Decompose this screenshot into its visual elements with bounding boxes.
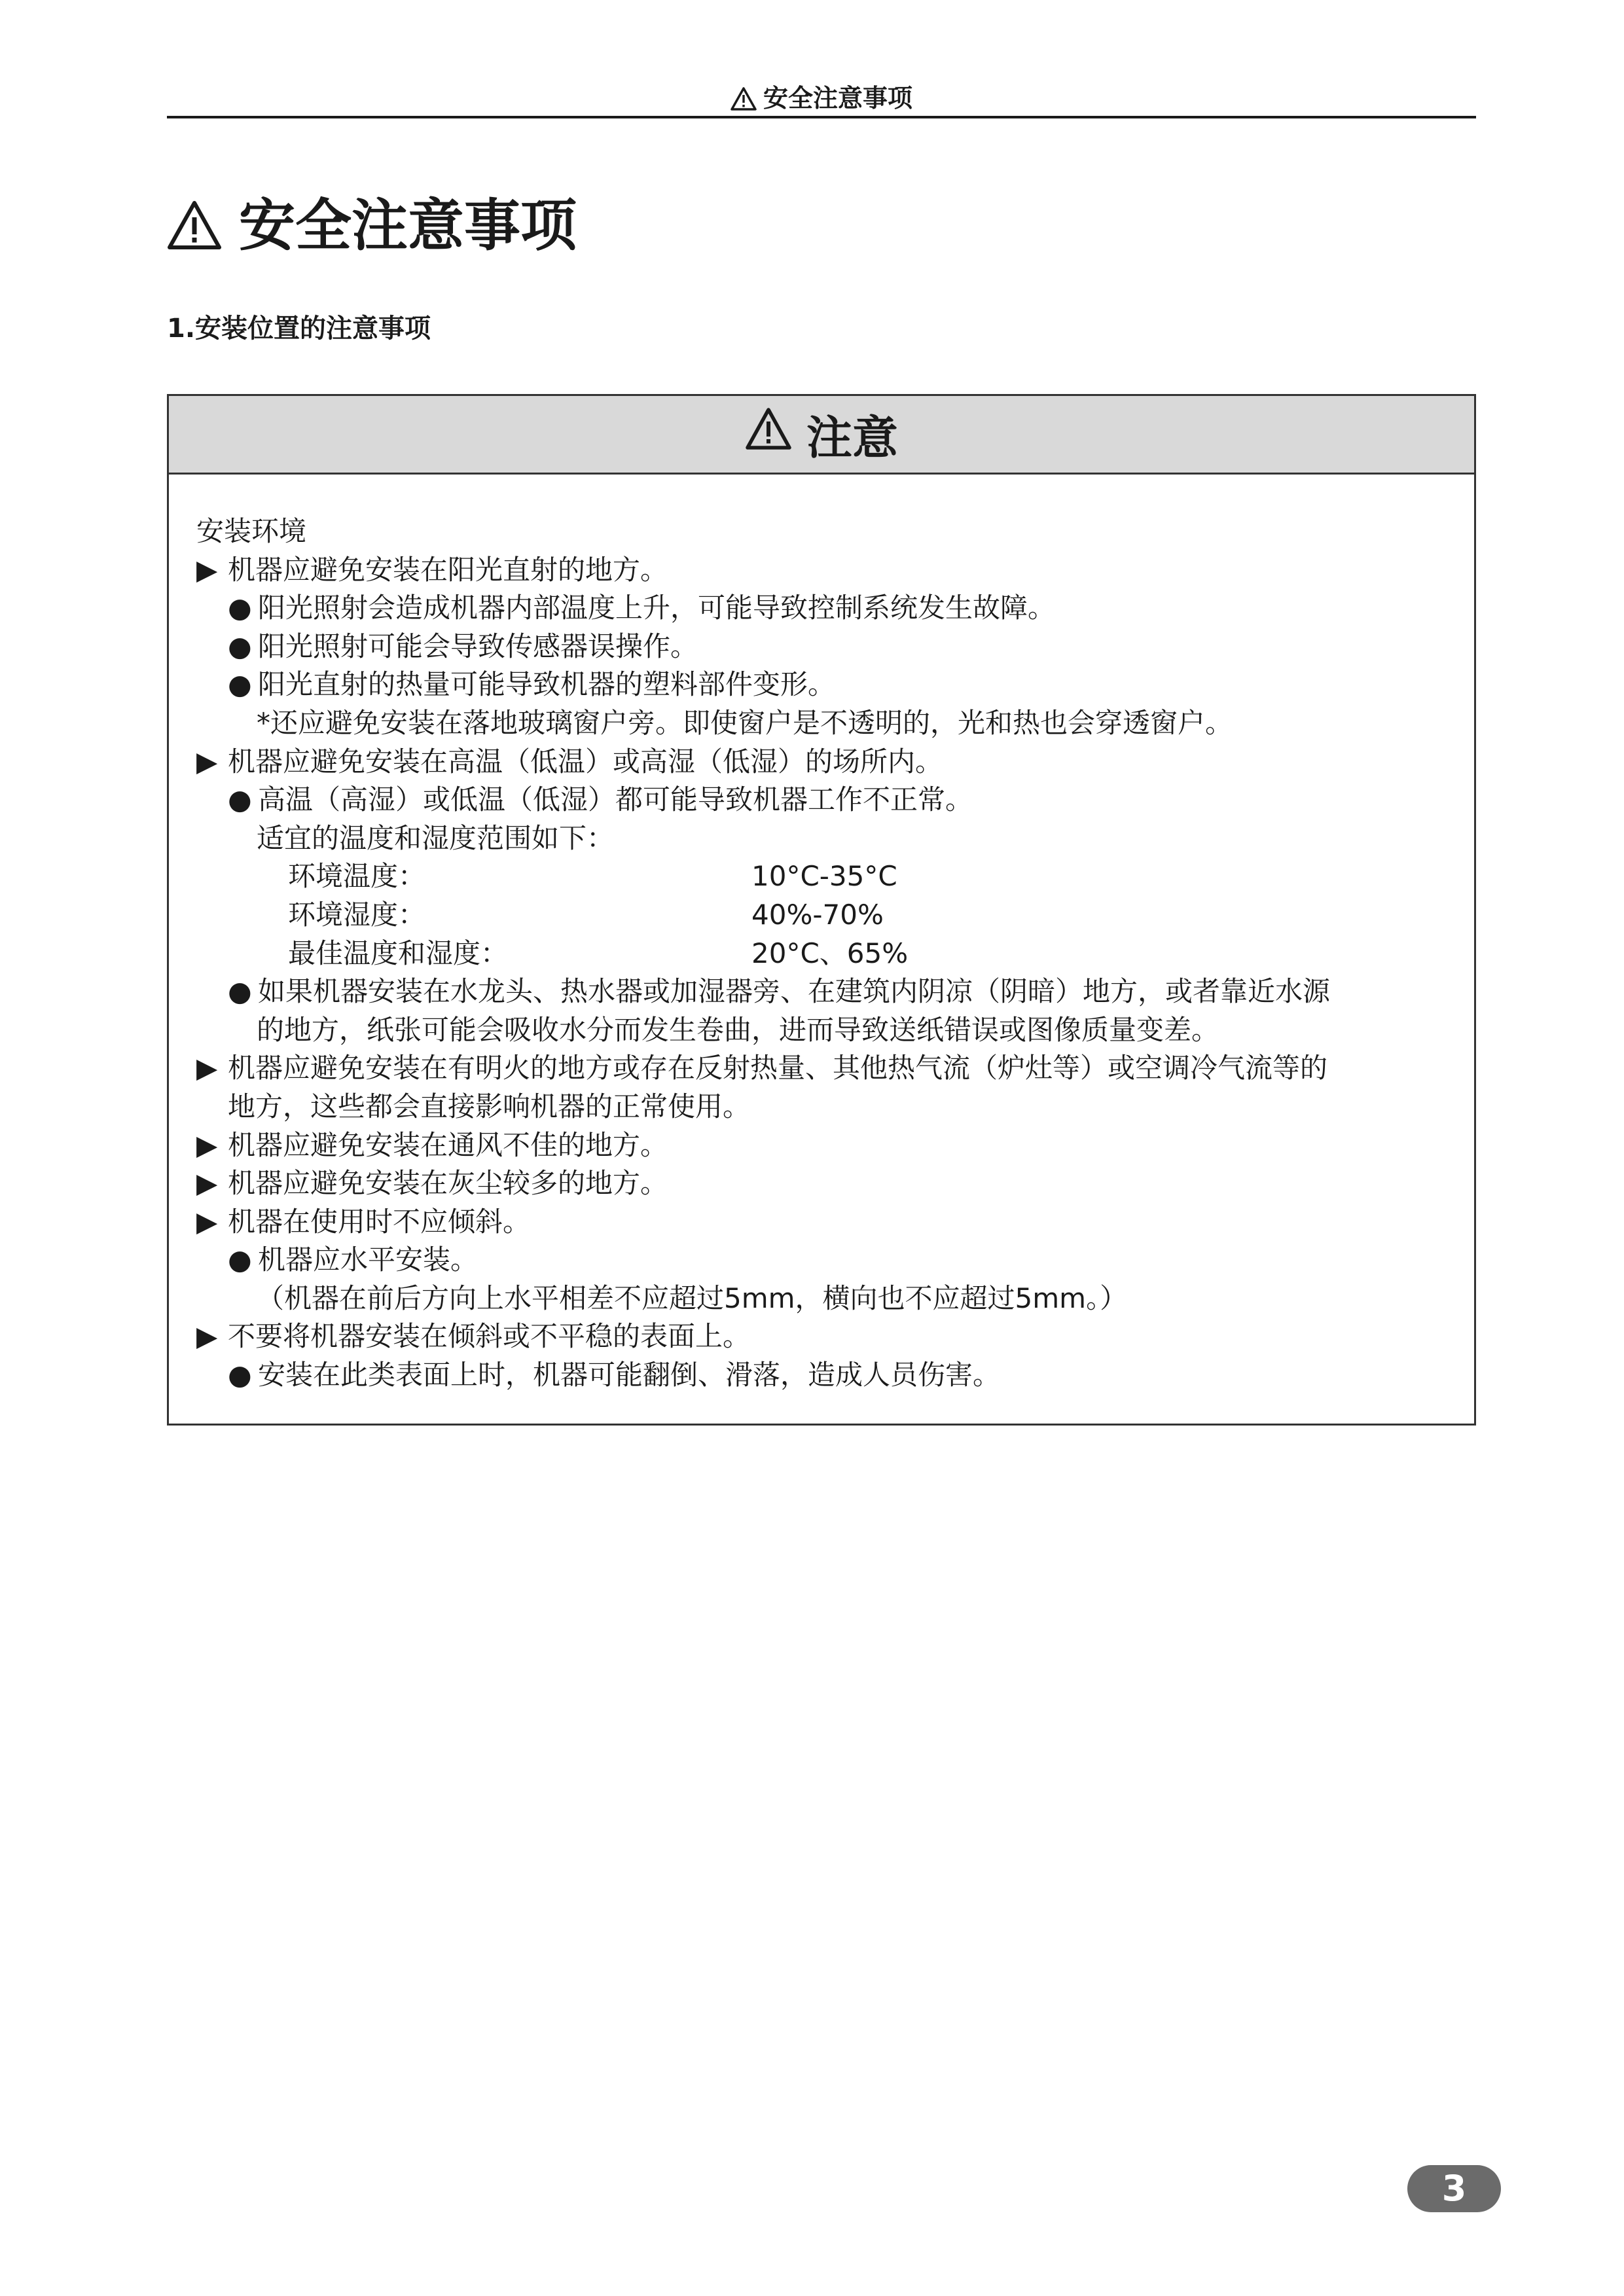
triangle-bullet-icon: ▶ — [196, 745, 218, 778]
triangle-bullet-icon: ▶ — [196, 1052, 218, 1085]
triangle-bullet-icon: ▶ — [196, 553, 218, 586]
warning-icon — [167, 195, 222, 267]
list-item: ● 安装在此类表面上时，机器可能翻倒、滑落，造成人员伤害。 — [196, 1356, 1454, 1395]
list-item: ▶ 机器应避免安装在灰尘较多的地方。 — [196, 1164, 1454, 1203]
list-item: ● 高温（高湿）或低温（低湿）都可能导致机器工作不正常。 — [196, 781, 1454, 819]
running-header-title: 安全注意事项 — [763, 84, 912, 113]
triangle-bullet-icon: ▶ — [196, 1167, 218, 1200]
caution-box — [167, 394, 1476, 1426]
page-number: 3 — [1407, 2165, 1501, 2212]
caution-header — [169, 396, 1474, 475]
intro-text: 安装环境 — [196, 515, 307, 547]
env-row-humidity: 环境湿度： 40%-70% — [288, 898, 884, 931]
dot-bullet-icon: ● — [228, 1244, 252, 1276]
dot-bullet-icon: ● — [228, 783, 252, 816]
header-rule — [167, 116, 1476, 118]
list-item-continuation: 地方，这些都会直接影响机器的正常使用。 — [228, 1090, 751, 1122]
section-heading: 1.安装位置的注意事项 — [167, 314, 431, 344]
dot-bullet-icon: ● — [228, 668, 252, 701]
list-item: ▶ 机器在使用时不应倾斜。 — [196, 1203, 1454, 1242]
triangle-bullet-icon: ▶ — [196, 1320, 218, 1353]
list-item: ● 阳光照射会造成机器内部温度上升，可能导致控制系统发生故障。 — [196, 589, 1454, 628]
note-text: *还应避免安装在落地玻璃窗户旁。即使窗户是不透明的，光和热也会穿透窗户。 — [257, 706, 1233, 739]
list-item: ● 机器应水平安装。 — [196, 1241, 1454, 1280]
list-item: ▶ 机器应避免安装在通风不佳的地方。 — [196, 1126, 1454, 1165]
caution-title: 注意 — [806, 411, 898, 465]
env-row-temperature: 环境温度： 10°C-35°C — [288, 860, 897, 893]
list-item: ● 阳光直射的热量可能导致机器的塑料部件变形。 — [196, 666, 1454, 704]
note-text: （机器在前后方向上水平相差不应超过5mm，横向也不应超过5mm。） — [257, 1282, 1128, 1314]
dot-bullet-icon: ● — [228, 592, 252, 624]
dot-bullet-icon: ● — [228, 975, 252, 1008]
note-text: 适宜的温度和湿度范围如下： — [257, 821, 615, 854]
caution-body — [196, 512, 1454, 1395]
dot-bullet-icon: ● — [228, 1359, 252, 1391]
list-item: ● 阳光照射可能会导致传感器误操作。 — [196, 628, 1454, 666]
triangle-bullet-icon: ▶ — [196, 1128, 218, 1161]
list-item: ● 如果机器安装在水龙头、热水器或加湿器旁、在建筑内阴凉（阴暗）地方，或者靠近水源 — [196, 973, 1454, 1011]
list-item: ▶ 机器应避免安装在有明火的地方或存在反射热量、其他热气流（炉灶等）或空调冷气流等的 — [196, 1049, 1454, 1088]
dot-bullet-icon: ● — [228, 630, 252, 662]
list-item: ▶ 机器应避免安装在高温（低温）或高湿（低湿）的场所内。 — [196, 743, 1454, 781]
list-item: ▶ 机器应避免安装在阳光直射的地方。 — [196, 551, 1454, 590]
list-item-continuation: 的地方，纸张可能会吸收水分而发生卷曲，进而导致送纸错误或图像质量变差。 — [257, 1013, 1219, 1046]
triangle-bullet-icon: ▶ — [196, 1205, 218, 1238]
page-title-text: 安全注意事项 — [239, 193, 577, 259]
list-item: ▶ 不要将机器安装在倾斜或不平稳的表面上。 — [196, 1318, 1454, 1356]
page-title — [167, 190, 577, 267]
env-row-optimal: 最佳温度和湿度： 20°C、65% — [288, 937, 909, 969]
warning-icon — [745, 407, 792, 461]
